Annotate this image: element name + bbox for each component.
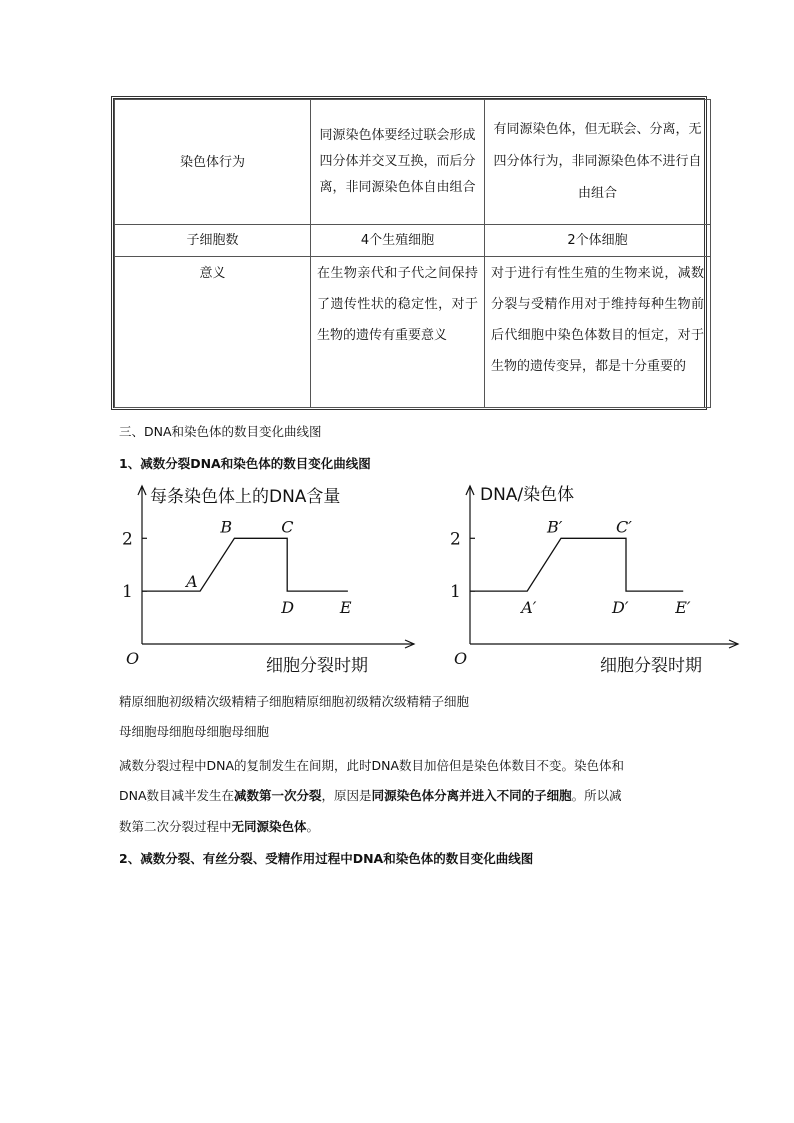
point-label: D xyxy=(281,598,295,618)
paragraph-text: 数第二次分裂过程中 xyxy=(119,819,232,834)
table-row xyxy=(115,225,711,257)
table-cell: 同源染色体要经过联会形成四分体并交叉互换，而后分离，非同源染色体自由组合 xyxy=(311,100,485,225)
stage-labels-line1: 精原细胞初级精次级精精子细胞精原细胞初级精次级精精子细胞 xyxy=(119,694,470,709)
emphasis-text: 同源染色体分离并进入不同的子细胞 xyxy=(371,788,572,803)
y-tick-label: 2 xyxy=(450,529,461,550)
table-row xyxy=(115,257,711,408)
paragraph-text: 减数分裂过程中DNA的复制发生在间期，此时DNA数目加倍但是染色体数目不变。染色体和 xyxy=(119,758,625,773)
paragraph-text: ，原因是 xyxy=(321,788,372,803)
row-label: 意义 xyxy=(115,257,311,408)
table-cell: 在生物亲代和子代之间保持了遗传性状的稳定性，对于生物的遗传有重要意义 xyxy=(311,257,485,408)
table-cell: 4个生殖细胞 xyxy=(311,225,485,257)
table-cell: 2个体细胞 xyxy=(485,225,711,257)
emphasis-text: 减数第一次分裂 xyxy=(234,788,322,803)
chart-svg xyxy=(446,478,736,678)
series-line xyxy=(142,538,348,591)
y-axis-label: 每条染色体上的DNA含量 xyxy=(150,487,341,507)
row-label: 染色体行为 xyxy=(115,100,311,225)
point-label: C′ xyxy=(616,517,632,537)
chart-svg xyxy=(118,478,418,678)
origin-label: O xyxy=(454,649,468,668)
point-label: A′ xyxy=(521,598,537,618)
subsection-title: 1、减数分裂DNA和染色体的数目变化曲线图 xyxy=(119,456,371,471)
point-label: E xyxy=(339,598,352,618)
x-axis-label: 细胞分裂时期 xyxy=(600,656,702,676)
table-cell: 有同源染色体，但无联会、分离，无四分体行为，非同源染色体不进行自由组合 xyxy=(485,100,711,225)
paragraph-line xyxy=(119,817,319,835)
point-label: D′ xyxy=(612,598,629,618)
point-label: E′ xyxy=(675,598,691,618)
chart-dna-chromosome-ratio xyxy=(446,478,736,678)
y-tick-label: 1 xyxy=(122,582,133,603)
stage-labels-line2: 母细胞母细胞母细胞母细胞 xyxy=(119,724,270,739)
paragraph-line xyxy=(119,756,624,774)
y-tick-label: 1 xyxy=(450,582,461,603)
paragraph-text: DNA数目减半发生在 xyxy=(119,788,235,803)
paragraph-line xyxy=(119,786,622,804)
chart-dna-per-chromosome xyxy=(118,478,418,678)
paragraph-text: 。所以减 xyxy=(571,788,622,803)
y-tick-label: 2 xyxy=(122,529,133,550)
origin-label: O xyxy=(126,649,140,668)
table-cell: 对于进行有性生殖的生物来说，减数分裂与受精作用对于维持每种生物前后代细胞中染色体数目的恒定，对于生物的遗传变异，都是十分重要的 xyxy=(485,257,711,408)
section-title: 三、DNA和染色体的数目变化曲线图 xyxy=(119,424,322,439)
point-label: A xyxy=(186,572,198,592)
x-axis-label: 细胞分裂时期 xyxy=(266,656,368,676)
point-label: C xyxy=(281,517,294,537)
comparison-table-grid xyxy=(114,99,711,408)
emphasis-text: 无同源染色体 xyxy=(231,819,307,834)
subsection-title: 2、减数分裂、有丝分裂、受精作用过程中DNA和染色体的数目变化曲线图 xyxy=(119,851,534,866)
comparison-table xyxy=(111,96,707,410)
point-label: B′ xyxy=(547,517,563,537)
series-line xyxy=(470,538,683,591)
table-row xyxy=(115,100,711,225)
row-label: 子细胞数 xyxy=(115,225,311,257)
paragraph-text: 。 xyxy=(306,819,320,834)
point-label: B xyxy=(220,517,233,537)
y-axis-label: DNA/染色体 xyxy=(480,485,575,505)
